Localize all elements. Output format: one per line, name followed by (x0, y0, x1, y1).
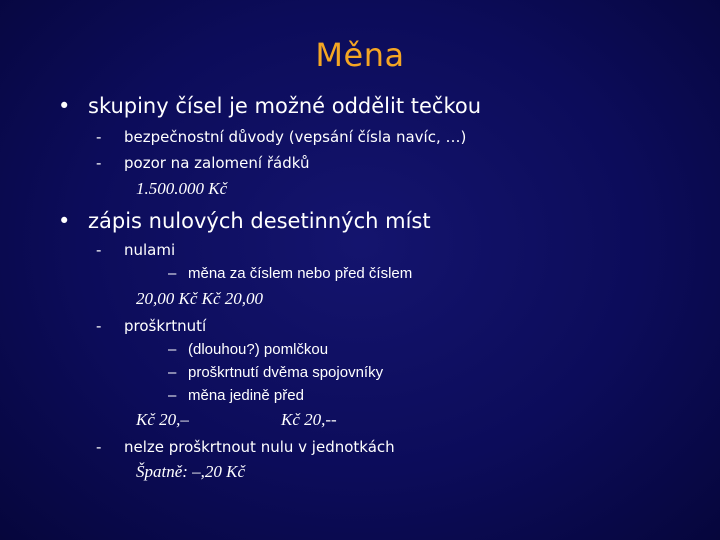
bullet-icon: • (58, 94, 71, 118)
dash-icon: - (96, 241, 102, 259)
subsubitem-spojovniky (168, 364, 383, 381)
example-20-00: 20,00 Kč Kč 20,00 (136, 289, 264, 308)
example-spatne: Špatně: –,20 Kč (136, 462, 246, 481)
dash-icon: – (168, 364, 177, 381)
example-1500000: 1.500.000 Kč (136, 179, 228, 198)
bullet-icon: • (58, 209, 71, 233)
example-kc-20-spojovniky: Kč 20,-- (281, 410, 337, 429)
subsubitem-text: měna za číslem nebo před číslem (188, 265, 413, 282)
subitem-bezpecnostni-duvody (96, 128, 466, 146)
dash-icon: - (96, 438, 102, 456)
subitem-text: proškrtnutí (124, 317, 207, 335)
dash-icon: – (168, 341, 177, 358)
bullet-zapis-nulovych (58, 209, 431, 233)
subsubitem-text: měna jedině před (188, 387, 304, 404)
subsubitem-mena-za-cislem (168, 265, 412, 282)
dash-icon: - (96, 154, 102, 172)
bullet-skupiny-cisel (58, 94, 481, 118)
subitem-nulami (96, 241, 175, 259)
bullet-text: skupiny čísel je možné oddělit tečkou (88, 94, 482, 118)
dash-icon: - (96, 317, 102, 335)
subitem-proskrtnuti (96, 317, 206, 335)
subsubitem-pomlckou (168, 341, 328, 358)
subitem-text: nulami (124, 241, 176, 259)
subitem-text: bezpečnostní důvody (vepsání čísla navíc, …) (124, 128, 467, 146)
subitem-nelze-proskrtnout (96, 438, 395, 456)
subsubitem-text: (dlouhou?) pomlčkou (188, 341, 329, 358)
subitem-text: nelze proškrtnout nulu v jednotkách (124, 438, 395, 456)
subsubitem-mena-jedine-pred (168, 387, 304, 404)
dash-icon: - (96, 128, 102, 146)
bullet-text: zápis nulových desetinných míst (88, 209, 431, 233)
subsubitem-text: proškrtnutí dvěma spojovníky (188, 364, 384, 381)
slide-title: Měna (315, 36, 405, 74)
subitem-pozor-na-zalomeni (96, 154, 309, 172)
dash-icon: – (168, 265, 177, 282)
example-kc-20-pomlcka: Kč 20,– (136, 410, 189, 429)
subitem-text: pozor na zalomení řádků (124, 154, 310, 172)
dash-icon: – (168, 387, 177, 404)
